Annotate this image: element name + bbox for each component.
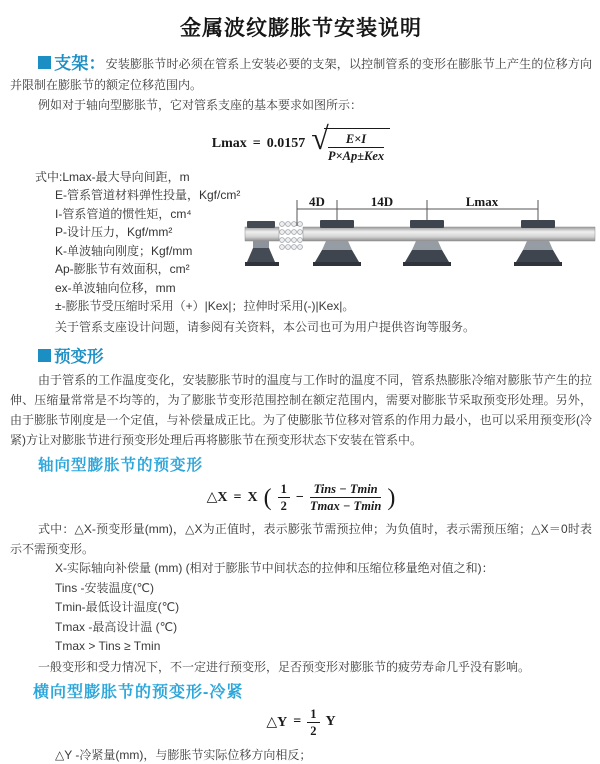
support-intro-text: 安装膨胀节时必须在管系上安装必要的支架，以控制管系的变形在膨胀节上产生的位移方向并限制在膨胀节的额定位移范围内。 bbox=[10, 57, 592, 92]
predeform-section-header bbox=[38, 347, 592, 367]
axial-closing: 一般变形和受力情况下，不一定进行预变形，足否预变形对膨胀节的疲劳寿命几乎没有影响。 bbox=[38, 659, 531, 674]
axial-item: Tins -安装温度(℃) bbox=[55, 580, 155, 595]
fraction-numerator: E×I bbox=[328, 132, 384, 148]
one-half-fraction bbox=[307, 707, 319, 738]
lateral-subsection-heading: 横向型膨胀节的预变形-冷紧 bbox=[33, 683, 244, 701]
section-bullet-icon bbox=[38, 349, 51, 362]
open-paren: ( bbox=[263, 484, 272, 511]
guide-support bbox=[514, 220, 562, 266]
dimension-label: 14D bbox=[370, 193, 394, 209]
square-root bbox=[311, 119, 390, 163]
axial-item: Tmax -最高设计温 (℃) bbox=[55, 619, 178, 634]
radicand bbox=[324, 128, 390, 163]
axial-subsection-heading: 轴向型膨胀节的预变形 bbox=[38, 457, 204, 474]
axial-predeform-formula bbox=[10, 482, 592, 513]
formula-coefficient: 0.0157 bbox=[266, 135, 306, 151]
definition-line: ±-膨胀节受压缩时采用（+）|Kex|；拉伸时采用(-)|Kex|。 bbox=[55, 299, 355, 313]
section-bullet-icon bbox=[38, 56, 51, 69]
definitions-and-diagram bbox=[10, 168, 592, 298]
definition-line: Ap-膨胀节有效面积，cm² bbox=[55, 262, 190, 276]
guide-support bbox=[313, 220, 361, 266]
support-intro-paragraph bbox=[10, 54, 592, 95]
definition-line: K-单波轴向刚度；Kgf/mm bbox=[55, 243, 193, 258]
radical-icon: √ bbox=[311, 119, 329, 156]
definition-line: I-管系管道的惯性矩，cm⁴ bbox=[55, 206, 192, 221]
temperature-fraction bbox=[310, 482, 381, 513]
axial-item: Tmax > Tins ≥ Tmin bbox=[55, 639, 161, 653]
axial-item: Tmin-最低设计温度(℃) bbox=[55, 600, 180, 614]
guide-spacing-formula bbox=[10, 119, 592, 163]
axial-item: X-实际轴向补偿量 (mm) (相对于膨胀节中间状态的拉伸和压缩位移量绝对值之和)： bbox=[55, 561, 494, 575]
support-note: 关于管系支座设计问题，请参阅有关资料，本公司也可为用户提供咨询等服务。 bbox=[55, 320, 476, 334]
axial-explain: 式中：△X-预变形量(mm)，△X为正值时，表示膨张节需预拉伸；为负值时，表示需预压缩；△X＝0时表示不需预变形。 bbox=[10, 522, 592, 556]
fraction-denominator: 2 bbox=[280, 499, 287, 513]
pipe-support-diagram-svg bbox=[245, 194, 600, 289]
fraction-numerator: 1 bbox=[307, 707, 319, 723]
pipe bbox=[303, 227, 595, 241]
equals-sign: = bbox=[293, 714, 302, 729]
symbol-definitions-list bbox=[10, 168, 245, 298]
definition-line: E-管系管道材料弹性投量，Kgf/cm² bbox=[55, 188, 241, 202]
anchor-support bbox=[245, 221, 279, 266]
fraction-denominator: 2 bbox=[310, 723, 317, 738]
formula-lhs: △Y bbox=[266, 714, 288, 730]
lateral-body: △Y -冷紧量(mm)，与膨胀节实际位移方向相反； bbox=[55, 747, 312, 762]
pipe-support-diagram bbox=[245, 194, 600, 298]
formula-lhs: Lmax bbox=[211, 135, 247, 151]
equals-sign: = bbox=[252, 135, 261, 151]
fraction-numerator: Tins − Tmin bbox=[310, 482, 381, 498]
fraction-numerator: 1 bbox=[278, 482, 290, 498]
predeform-section-heading: 预变形 bbox=[54, 348, 104, 366]
lateral-coldpull-formula bbox=[10, 707, 592, 738]
dimension-label: Lmax bbox=[465, 193, 499, 209]
fraction-denominator: P×Ap±Kex bbox=[327, 148, 385, 163]
page-title: 金属波纹膨胀节安装说明 bbox=[180, 17, 422, 40]
predeform-body: 由于管系的工作温度变化，安装膨胀节时的温度与工作时的温度不同，管系热膨胀冷缩对膨胀节产生的拉伸、压缩量常常是不均等的，为了膨胀节变形范围控制在额定范围内，需要对膨胀节采取预变形处理。另外，由于膨胀节刚度是一个定值，与补偿量成正比。为了使膨胀节位移对管系的作用力最小，也可以采用预变形(冷紧)方让对膨胀节进行预变形处理后再将膨胀节在预变形状态下安装在管系中。 bbox=[10, 373, 592, 447]
support-section-heading: 支架： bbox=[54, 54, 106, 73]
formula-lhs: △X bbox=[206, 490, 228, 505]
fraction bbox=[328, 132, 384, 163]
guide-support bbox=[403, 220, 451, 266]
bellows-icon bbox=[280, 221, 303, 249]
definition-line: P-设计压力，Kgf/mm² bbox=[55, 225, 173, 239]
pipe-stub bbox=[245, 227, 279, 241]
close-paren: ) bbox=[387, 484, 396, 511]
one-half-fraction bbox=[278, 482, 290, 513]
formula-rhs: Y bbox=[325, 714, 336, 729]
support-example-line: 例如对于轴向型膨胀节，它对管系支座的基本要求如图所示： bbox=[38, 98, 363, 112]
definition-line: ex-单波轴向位移，mm bbox=[55, 280, 176, 295]
definition-line: 式中:Lmax-最大导向间距，m bbox=[35, 169, 190, 184]
formula-coefficient: X bbox=[247, 489, 258, 505]
minus-sign: − bbox=[295, 489, 304, 505]
fraction-denominator: Tmax − Tmin bbox=[309, 499, 382, 513]
dimension-label: 4D bbox=[309, 193, 325, 209]
equals-sign: = bbox=[233, 489, 242, 505]
